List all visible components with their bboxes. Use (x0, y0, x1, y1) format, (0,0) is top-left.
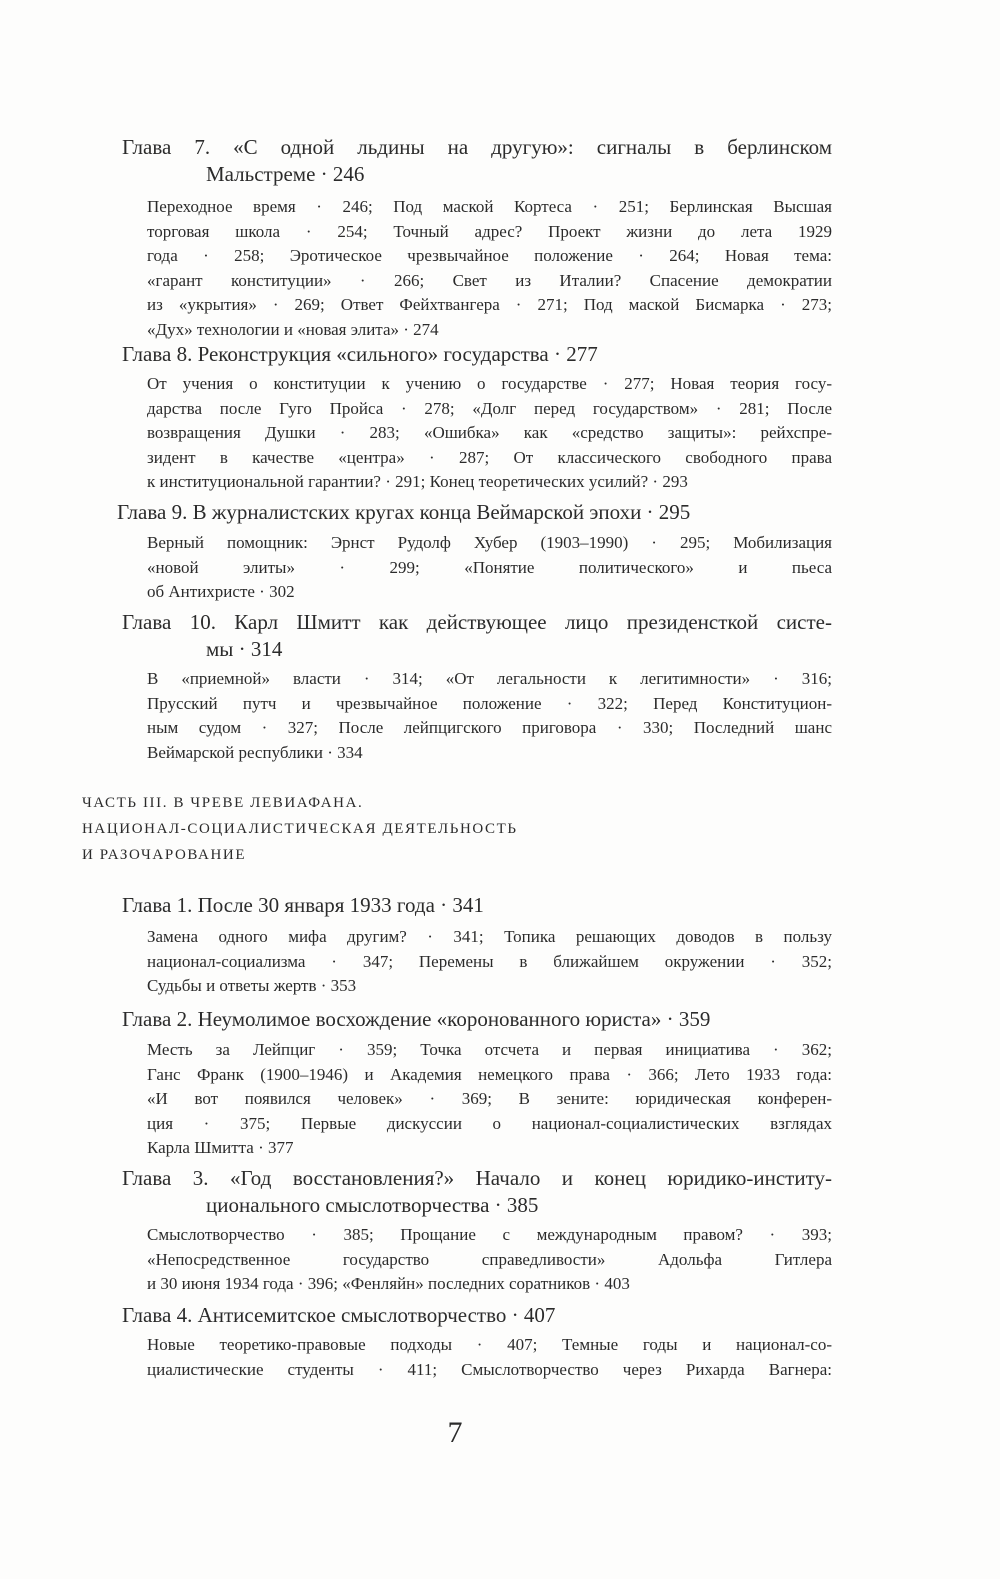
sections-line: к институциональной гарантии? · 291; Конец теоретических усилий? · 293 (147, 472, 688, 491)
chapter-heading (117, 499, 832, 526)
chapter-sections (147, 925, 832, 999)
sections-line: «И вот появился человек» · 369; В зените: юридическая конферен- (147, 1089, 832, 1108)
part-3-title (82, 790, 518, 868)
sections-line: Новые теоретико-правовые подходы · 407; Темные годы и национал-со- (147, 1335, 832, 1354)
sections-line: национал-социализма · 347; Перемены в ближайшем окружении · 352; (147, 951, 832, 971)
sections-line: дарства после Гуго Пройса · 278; «Долг перед государством» · 281; После (147, 398, 832, 418)
chapter-heading (122, 609, 832, 663)
chapter-heading-line: Глава 10. Карл Шмитт как действующее лицо президенсткой систе- (122, 610, 832, 634)
sections-line: «Дух» технологии и «новая элита» · 274 (147, 319, 439, 339)
sections-line: об Антихристе · 302 (147, 582, 295, 601)
sections-line: Ганс Франк (1900–1946) и Академия немецкого права · 366; Лето 1933 года: (147, 1064, 832, 1084)
chapter-heading (122, 341, 832, 368)
sections-line: Переходное время · 246; Под маской Кортеса · 251; Берлинская Высшая (147, 197, 832, 216)
sections-line: Карла Шмитта · 377 (147, 1138, 294, 1157)
sections-line: и 30 июня 1934 года · 396; «Фенляйн» последних соратников · 403 (147, 1274, 630, 1293)
chapter-sections (147, 667, 832, 765)
sections-line: из «укрытия» · 269; Ответ Фейхтвангера · 271; Под маской Бисмарка · 273; (147, 295, 832, 314)
part-title-line: И РАЗОЧАРОВАНИЕ (82, 847, 247, 863)
sections-line: Смыслотворчество · 385; Прощание с международным правом? · 393; (147, 1225, 832, 1244)
chapter-sections (147, 195, 832, 342)
sections-line: ция · 375; Первые дискуссии о национал-социалистических взглядах (147, 1113, 832, 1133)
chapter-heading-line: Глава 3. «Год восстановления?» Начало и конец юридико-институ- (122, 1166, 832, 1190)
sections-line: «новой элиты» · 299; «Понятие политического» и пьеса (147, 557, 832, 577)
part-title-line: ЧАСТЬ III. В ЧРЕВЕ ЛЕВИАФАНА. (82, 795, 364, 811)
sections-line: Замена одного мифа другим? · 341; Топика решающих доводов в пользу (147, 927, 832, 946)
chapter-heading-line: Глава 8. Реконструкция «сильного» государства · 277 (122, 342, 598, 366)
chapter-heading-line: мы · 314 (206, 637, 283, 661)
sections-line: В «приемной» власти · 314; «От легальности к легитимности» · 316; (147, 669, 832, 688)
part-title-line: НАЦИОНАЛ-СОЦИАЛИСТИЧЕСКАЯ ДЕЯТЕЛЬНОСТЬ (82, 821, 518, 837)
chapter-sections (147, 1223, 832, 1297)
chapter-heading-line: Глава 1. После 30 января 1933 года · 341 (122, 893, 484, 917)
sections-line: ным судом · 327; После лейпцигского приговора · 330; Последний шанс (147, 718, 832, 737)
sections-line: зидент в качестве «центра» · 287; От классического свободного права (147, 447, 832, 467)
chapter-sections (147, 372, 832, 495)
sections-line: От учения о конституции к учению о государстве · 277; Новая теория госу- (147, 374, 832, 393)
chapter-heading-line: Глава 4. Антисемитское смыслотворчество · 407 (122, 1303, 556, 1327)
chapter-heading-line: Глава 2. Неумолимое восхождение «коронованного юриста» · 359 (122, 1007, 711, 1031)
chapter-heading-line: Глава 7. «С одной льдины на другую»: сигналы в берлинском (122, 135, 832, 159)
chapter-heading-line: Глава 9. В журналистских кругах конца Веймарской эпохи · 295 (117, 500, 691, 524)
sections-line: циалистические студенты · 411; Смыслотворчество через Рихарда Вагнера: (147, 1359, 832, 1379)
chapter-sections (147, 531, 832, 605)
sections-line: Верный помощник: Эрнст Рудолф Хубер (1903–1990) · 295; Мобилизация (147, 533, 832, 552)
sections-line: Прусский путч и чрезвычайное положение · 322; Перед Конституцион- (147, 693, 832, 713)
chapter-heading (122, 1006, 832, 1033)
sections-line: «гарант конституции» · 266; Свет из Италии? Спасение демократии (147, 270, 832, 290)
chapter-heading (122, 1165, 832, 1219)
chapter-sections (147, 1038, 832, 1161)
chapter-sections (147, 1333, 832, 1382)
chapter-heading-line: ционального смыслотворчества · 385 (206, 1193, 539, 1217)
sections-line: года · 258; Эротическое чрезвычайное положение · 264; Новая тема: (147, 246, 832, 265)
sections-line: Месть за Лейпциг · 359; Точка отсчета и первая инициатива · 362; (147, 1040, 832, 1059)
chapter-heading (122, 892, 832, 919)
sections-line: Веймарской республики · 334 (147, 742, 363, 762)
chapter-heading-line: Мальстреме · 246 (206, 162, 365, 186)
sections-line: «Непосредственное государство справедливости» Адольфа Гитлера (147, 1249, 832, 1269)
page-number: 7 (447, 1416, 463, 1449)
chapter-heading (122, 134, 832, 188)
chapter-heading (122, 1302, 832, 1329)
sections-line: торговая школа · 254; Точный адрес? Проект жизни до лета 1929 (147, 221, 832, 241)
sections-line: возвращения Душки · 283; «Ошибка» как «средство защиты»: рейхспре- (147, 423, 832, 442)
sections-line: Судьбы и ответы жертв · 353 (147, 976, 357, 995)
